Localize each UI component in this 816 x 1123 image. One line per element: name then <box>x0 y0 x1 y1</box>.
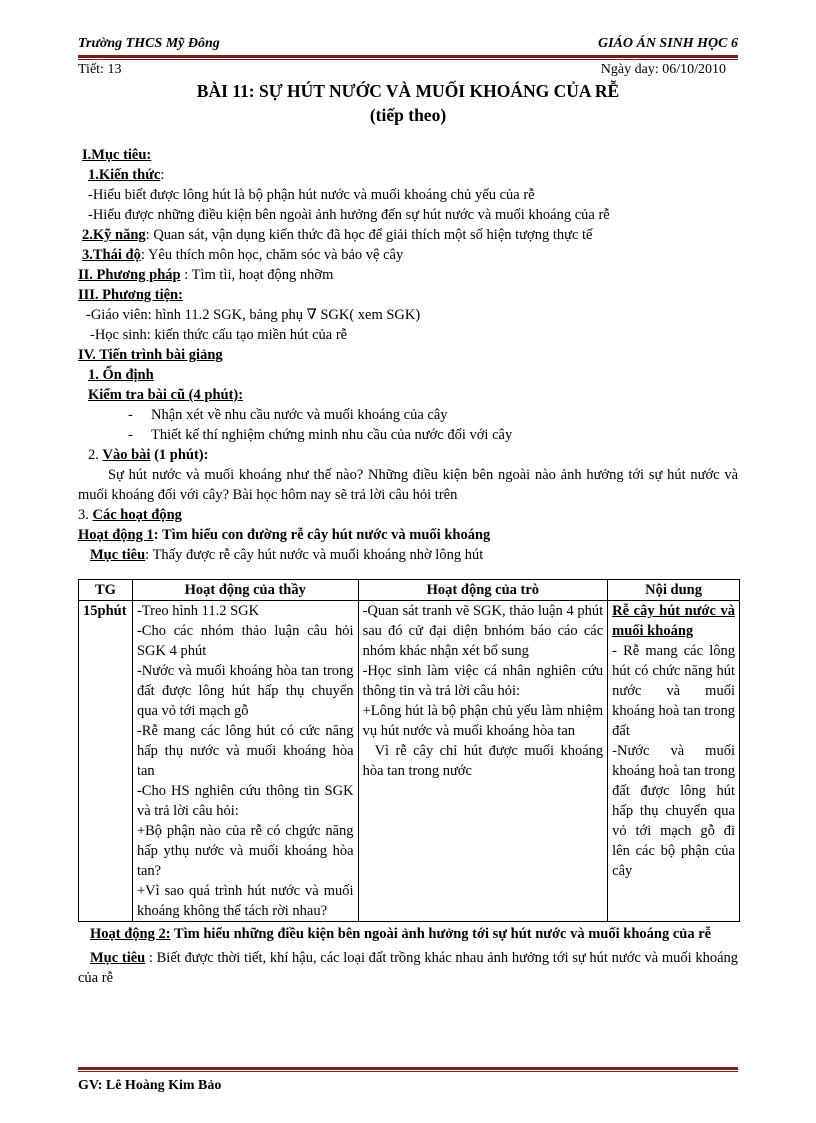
teacher-step: -Nước và muối khoáng hòa tan trong đất được lông hút hấp thụ chuyển qua vỏ tới mạch gỗ <box>136 663 354 719</box>
student-cell <box>358 601 608 922</box>
activity-table <box>78 579 740 922</box>
teacher-step: -Rễ mang các lông hút có cức năng hấp thụ nước và muối khoáng hòa tan <box>136 723 354 779</box>
teacher-step: -Cho các nhóm thảo luận câu hỏi SGK 4 phút <box>136 623 354 659</box>
school-name: Trường THCS Mỹ Đông <box>78 36 220 51</box>
lesson-meta <box>78 61 738 79</box>
teacher-cell <box>132 601 358 922</box>
activity1-heading: Hoạt động 1: Tìm hiểu con đường rễ cây hút nước và muối khoáng <box>78 527 491 543</box>
intro-heading: 2. Vào bài (1 phút): <box>88 447 209 463</box>
activity2-heading: Hoạt động 2: Tìm hiểu những điều kiện bên ngoài ảnh hưởng tới sự hút nước và muối khoáng của rễ <box>90 926 712 942</box>
means-item: -Học sinh: kiến thức cấu tạo miền hút của rễ <box>90 327 348 343</box>
footer-rule <box>78 1066 738 1073</box>
content-item: -Nước và muối khoáng hoà tan trong đất được lông hút hấp thụ chuyển qua vỏ tới mạch gỗ đi lên các bộ phận của cây <box>612 743 735 879</box>
stabilize-heading: 1. Ổn định <box>88 367 154 383</box>
student-step: -Quan sát tranh vẽ SGK, thảo luận 4 phút sau đó cử đại diện bnhóm báo cáo các nhóm khác nhận xét bổ sung <box>362 603 604 659</box>
teacher-step: +Vì sao quá trình hút nước và muối khoáng không thể tách rời nhau? <box>136 883 354 919</box>
method-line: II. Phương pháp : Tìm tìi, hoạt động nhỡm <box>78 267 334 283</box>
table-header: Hoạt động của trò <box>358 580 608 601</box>
review-heading: Kiểm tra bài cũ (4 phút): <box>88 387 244 403</box>
teacher-name: GV: Lê Hoàng Kim Bảo <box>78 1078 222 1093</box>
lesson-subtitle: (tiếp theo) <box>369 105 447 125</box>
content-item: - Rễ mang các lông hút có chức năng hút nước và muối khoáng hoà tan trong đất <box>612 643 735 739</box>
header-rule <box>78 54 738 61</box>
attitude-line: 3.Thái độ: Yêu thích môn học, chăm sóc và bảo vệ cây <box>82 247 404 263</box>
knowledge-item: -Hiểu biết được lông hút là bộ phận hút nước và muối khoáng chủ yếu của rễ <box>88 187 535 203</box>
lesson-number: Tiết: 13 <box>78 62 122 77</box>
activity2-goal: Mục tiêu : Biết được thời tiết, khí hậu, các loại đất trồng khác nhau ảnh hưởng tới sự hút nước và muối khoáng của rễ <box>78 950 739 986</box>
intro-text: Sự hút nước và muối khoáng như thế nào? Những điều kiện bên ngoài nào ảnh hưởng tới sự hút nước và muối khoáng đối với cây? Bài học hôm nay sẽ trả lời câu hỏi trên <box>78 467 738 503</box>
teacher-step: -Cho HS nghiên cứu thông tin SGK và trả lời câu hỏi: <box>136 783 354 819</box>
table-row <box>79 601 740 922</box>
table-header: Nội dung <box>608 580 740 601</box>
subject-name: GIÁO ÁN SINH HỌC 6 <box>597 36 738 51</box>
student-step: Vì rễ cây chỉ hút được muối khoáng hòa tan trong nước <box>362 743 604 779</box>
knowledge-item: -Hiểu được những điều kiện bên ngoài ảnh hưởng đến sự hút nước và muối khoáng của rễ <box>88 207 610 223</box>
objectives-heading: I.Mục tiêu: <box>82 147 152 163</box>
teacher-step: -Treo hình 11.2 SGK <box>136 603 260 619</box>
table-header: TG <box>79 580 133 601</box>
page-header <box>78 34 738 54</box>
skill-line: 2.Kỹ năng: Quan sát, vận dụng kiến thức đã học để giải thích một số hiện tượng thực tế <box>82 227 593 243</box>
content-title: Rễ cây hút nước và muối khoáng <box>612 603 735 639</box>
teacher-step: +Bộ phận nào của rễ có chgức năng hấp ythụ nước và muối khoáng hòa tan? <box>136 823 354 879</box>
review-item: - Nhận xét về nhu cầu nước và muối khoáng của cây <box>128 407 448 423</box>
lesson-date: Ngày day: 06/10/2010 <box>600 62 726 77</box>
knowledge-heading: 1.Kiến thức: <box>88 167 165 183</box>
student-step: -Học sinh làm việc cá nhân nghiên cứu thông tin và trả lời câu hỏi: <box>362 663 604 699</box>
means-item: -Giáo viên: hình 11.2 SGK, bảng phụ ∇ SGK( xem SGK) <box>86 307 421 323</box>
time-cell: 15phút <box>79 601 133 922</box>
means-heading: III. Phương tiện: <box>78 287 183 303</box>
table-header: Hoạt động của thầy <box>132 580 358 601</box>
activity1-goal: Mục tiêu: Thấy được rễ cây hút nước và muối khoáng nhờ lông hút <box>90 547 484 563</box>
review-item: - Thiết kế thí nghiệm chứng minh nhu cầu của nước đối với cây <box>128 427 513 443</box>
lesson-title: BÀI 11: SỰ HÚT NƯỚC VÀ MUỐI KHOÁNG CỦA RỄ <box>196 81 620 101</box>
table-header-row <box>79 580 740 601</box>
activities-heading: 3. Các hoạt động <box>78 507 182 523</box>
student-step: +Lông hút là bộ phận chủ yếu làm nhiệm vụ hút nước và muối khoáng hòa tan <box>362 703 604 739</box>
document-page <box>78 34 738 988</box>
process-heading: IV. Tiến trình bài giảng <box>78 347 223 363</box>
content-cell <box>608 601 740 922</box>
